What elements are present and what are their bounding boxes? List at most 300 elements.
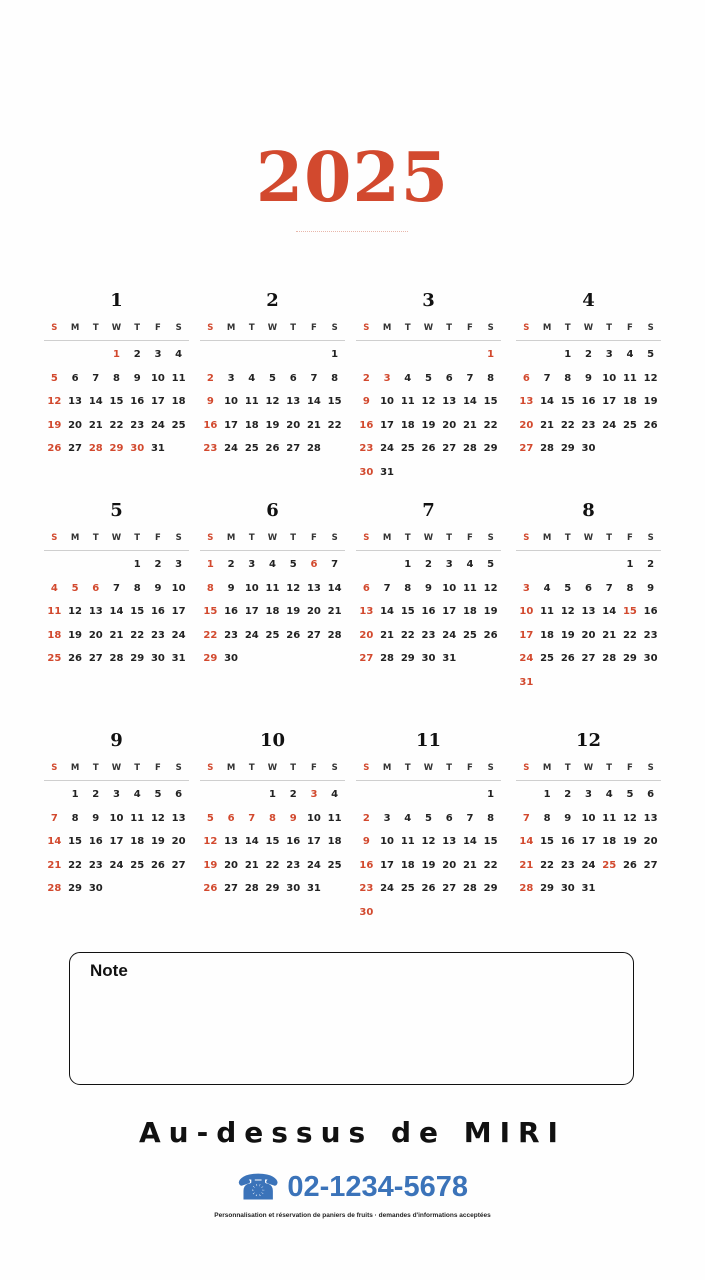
day-cell: 22 bbox=[327, 419, 342, 431]
day-cell: 6 bbox=[289, 372, 297, 384]
week-row bbox=[200, 367, 345, 391]
day-cell: 7 bbox=[113, 582, 120, 594]
day-cell: 2 bbox=[362, 812, 370, 824]
day-cell: 31 bbox=[519, 676, 534, 688]
weekday-label: S bbox=[175, 323, 182, 333]
day-cell: 1 bbox=[487, 789, 495, 800]
day-cell: 26 bbox=[47, 443, 62, 454]
day-cell: 4 bbox=[466, 559, 474, 570]
day-cell: 14 bbox=[602, 606, 617, 617]
empty-cell bbox=[44, 343, 65, 367]
day-cell: 2 bbox=[585, 349, 592, 360]
month-9 bbox=[44, 728, 189, 901]
month-7 bbox=[356, 498, 501, 671]
day-cell: 17 bbox=[442, 606, 457, 617]
day-cell: 15 bbox=[483, 836, 498, 847]
day-cell: 28 bbox=[306, 443, 321, 454]
day-cell: 30 bbox=[581, 443, 596, 454]
day-cell: 17 bbox=[602, 396, 617, 407]
day-cell: 27 bbox=[171, 859, 186, 871]
empty-cell bbox=[516, 553, 537, 577]
day-cell: 25 bbox=[265, 629, 280, 641]
day-cell: 11 bbox=[540, 606, 555, 617]
day-cell: 17 bbox=[581, 836, 596, 847]
empty-cell bbox=[599, 553, 620, 577]
day-cell: 16 bbox=[560, 836, 575, 847]
empty-cell bbox=[460, 783, 481, 807]
weekday-label: S bbox=[331, 533, 338, 543]
week-row bbox=[356, 553, 501, 577]
day-cell: 7 bbox=[50, 812, 58, 824]
day-cell: 22 bbox=[68, 859, 83, 871]
weekday-header bbox=[44, 758, 189, 781]
day-cell: 18 bbox=[400, 419, 415, 431]
weekday-header bbox=[356, 528, 501, 551]
empty-cell bbox=[168, 877, 189, 901]
phone-row bbox=[0, 1168, 705, 1208]
weekday-label: W bbox=[423, 763, 434, 773]
day-cell: 30 bbox=[224, 653, 239, 664]
day-cell: 12 bbox=[203, 836, 218, 847]
weekday-label: S bbox=[207, 323, 214, 333]
week-row bbox=[516, 807, 661, 831]
day-cell: 1 bbox=[71, 789, 79, 800]
day-cell: 27 bbox=[643, 859, 658, 871]
day-cell: 24 bbox=[224, 443, 239, 454]
day-cell: 2 bbox=[92, 789, 100, 800]
empty-cell bbox=[324, 877, 345, 901]
day-cell: 11 bbox=[265, 582, 280, 594]
day-cell: 13 bbox=[359, 606, 374, 617]
week-row bbox=[200, 807, 345, 831]
day-cell: 11 bbox=[400, 396, 415, 407]
day-cell: 2 bbox=[289, 789, 297, 800]
weekday-label: T bbox=[290, 323, 297, 333]
day-cell: 15 bbox=[203, 606, 218, 617]
empty-cell bbox=[304, 647, 325, 671]
day-cell: 4 bbox=[404, 812, 412, 824]
weekday-label: S bbox=[207, 763, 214, 773]
weekday-label: F bbox=[627, 763, 633, 773]
day-cell: 10 bbox=[150, 372, 165, 384]
day-cell: 22 bbox=[622, 629, 637, 641]
weekday-label: W bbox=[267, 533, 278, 543]
week-row bbox=[516, 877, 661, 901]
day-cell: 23 bbox=[130, 419, 145, 431]
day-cell: 19 bbox=[643, 396, 658, 407]
day-cell: 21 bbox=[519, 859, 534, 871]
day-cell: 31 bbox=[581, 883, 596, 894]
day-cell: 18 bbox=[47, 629, 62, 641]
day-cell: 13 bbox=[88, 606, 103, 617]
week-row bbox=[200, 390, 345, 414]
day-cell: 4 bbox=[543, 582, 551, 594]
empty-cell bbox=[106, 553, 127, 577]
weekday-label: F bbox=[155, 323, 161, 333]
weekday-label: S bbox=[647, 763, 654, 773]
day-cell: 9 bbox=[362, 836, 370, 847]
week-row bbox=[200, 854, 345, 878]
day-cell: 12 bbox=[150, 812, 165, 824]
day-cell: 8 bbox=[404, 582, 412, 594]
month-number: 2 bbox=[266, 290, 279, 311]
day-cell: 8 bbox=[269, 812, 276, 824]
day-cell: 14 bbox=[109, 606, 124, 617]
week-row bbox=[44, 414, 189, 438]
weekday-label: S bbox=[51, 323, 58, 333]
weekday-label: W bbox=[583, 763, 594, 773]
day-cell: 31 bbox=[171, 653, 186, 664]
day-cell: 8 bbox=[564, 372, 572, 384]
weekday-label: T bbox=[606, 323, 613, 333]
day-cell: 28 bbox=[602, 653, 617, 664]
day-cell: 26 bbox=[622, 859, 637, 871]
day-cell: 20 bbox=[359, 629, 374, 641]
week-row bbox=[356, 783, 501, 807]
day-cell: 4 bbox=[331, 789, 339, 800]
day-cell: 21 bbox=[47, 859, 62, 871]
day-cell: 17 bbox=[380, 859, 395, 871]
empty-cell bbox=[516, 343, 537, 367]
day-cell: 22 bbox=[265, 859, 280, 871]
day-cell: 22 bbox=[400, 629, 415, 641]
weekday-label: M bbox=[226, 763, 236, 773]
week-row bbox=[356, 577, 501, 601]
day-cell: 25 bbox=[171, 419, 186, 431]
day-cell: 1 bbox=[564, 349, 572, 360]
day-cell: 1 bbox=[113, 349, 120, 360]
weekday-label: F bbox=[467, 323, 473, 333]
weekday-label: T bbox=[290, 763, 297, 773]
day-cell: 6 bbox=[92, 582, 100, 594]
week-row bbox=[356, 390, 501, 414]
day-cell: 27 bbox=[519, 443, 534, 454]
day-cell: 14 bbox=[540, 396, 555, 407]
weekday-label: T bbox=[446, 533, 453, 543]
day-cell: 29 bbox=[109, 443, 124, 454]
day-cell: 16 bbox=[421, 606, 436, 617]
weekday-label: S bbox=[363, 323, 370, 333]
day-cell: 17 bbox=[109, 836, 124, 847]
day-cell: 17 bbox=[171, 606, 186, 617]
day-cell: 16 bbox=[88, 836, 103, 847]
week-row bbox=[516, 367, 661, 391]
day-cell: 13 bbox=[643, 812, 658, 824]
day-cell: 29 bbox=[560, 443, 575, 454]
day-cell: 10 bbox=[602, 372, 617, 384]
weekday-label: S bbox=[647, 533, 654, 543]
empty-cell bbox=[460, 461, 481, 485]
month-12 bbox=[516, 728, 661, 901]
day-cell: 30 bbox=[560, 883, 575, 894]
day-cell: 27 bbox=[68, 443, 83, 454]
day-cell: 1 bbox=[331, 349, 339, 360]
month-5 bbox=[44, 498, 189, 671]
day-cell: 25 bbox=[462, 629, 477, 641]
weekday-label: S bbox=[51, 533, 58, 543]
day-cell: 16 bbox=[224, 606, 239, 617]
empty-cell bbox=[599, 671, 620, 695]
weekday-label: S bbox=[331, 323, 338, 333]
day-cell: 1 bbox=[626, 559, 634, 570]
weekday-label: T bbox=[134, 323, 141, 333]
year-rule bbox=[296, 231, 408, 233]
day-cell: 1 bbox=[543, 789, 551, 800]
weekday-label: T bbox=[92, 533, 99, 543]
empty-cell bbox=[241, 343, 262, 367]
day-cell: 18 bbox=[602, 836, 617, 847]
weekday-label: T bbox=[134, 763, 141, 773]
day-cell: 1 bbox=[269, 789, 276, 800]
weekday-label: W bbox=[267, 763, 278, 773]
weekday-label: S bbox=[523, 763, 530, 773]
day-cell: 24 bbox=[244, 629, 259, 641]
empty-cell bbox=[537, 343, 558, 367]
day-cell: 6 bbox=[227, 812, 235, 824]
weekday-header bbox=[516, 528, 661, 551]
empty-cell bbox=[44, 783, 65, 807]
day-cell: 18 bbox=[265, 606, 280, 617]
day-cell: 14 bbox=[462, 396, 477, 407]
weekday-label: W bbox=[111, 323, 122, 333]
empty-cell bbox=[516, 783, 537, 807]
weekday-label: W bbox=[267, 323, 278, 333]
day-cell: 4 bbox=[269, 559, 276, 570]
day-cell: 16 bbox=[286, 836, 301, 847]
weekday-label: T bbox=[606, 533, 613, 543]
week-row bbox=[356, 830, 501, 854]
day-cell: 10 bbox=[244, 582, 259, 594]
day-cell: 8 bbox=[71, 812, 79, 824]
day-cell: 5 bbox=[71, 582, 79, 594]
day-cell: 1 bbox=[487, 349, 495, 360]
day-cell: 20 bbox=[581, 629, 596, 641]
day-cell: 24 bbox=[602, 419, 617, 431]
day-cell: 30 bbox=[150, 653, 165, 664]
day-cell: 11 bbox=[47, 606, 62, 617]
day-cell: 24 bbox=[581, 859, 596, 871]
day-cell: 23 bbox=[88, 859, 103, 871]
weekday-label: F bbox=[311, 763, 317, 773]
day-cell: 17 bbox=[306, 836, 321, 847]
day-cell: 8 bbox=[133, 582, 141, 594]
day-cell: 18 bbox=[244, 419, 259, 431]
day-cell: 30 bbox=[130, 443, 145, 454]
day-cell: 25 bbox=[130, 859, 145, 871]
day-cell: 14 bbox=[88, 396, 103, 407]
day-cell: 11 bbox=[622, 372, 637, 384]
day-cell: 26 bbox=[421, 883, 436, 894]
weekday-label: T bbox=[248, 763, 255, 773]
day-cell: 12 bbox=[483, 582, 498, 594]
day-cell: 25 bbox=[400, 883, 415, 894]
day-cell: 18 bbox=[130, 836, 145, 847]
day-cell: 25 bbox=[602, 859, 617, 871]
day-cell: 11 bbox=[327, 812, 342, 824]
day-cell: 29 bbox=[203, 653, 218, 664]
day-cell: 13 bbox=[442, 836, 457, 847]
weekday-label: S bbox=[647, 323, 654, 333]
weekday-label: M bbox=[70, 763, 80, 773]
day-cell: 11 bbox=[171, 372, 186, 384]
day-cell: 4 bbox=[605, 789, 613, 800]
weekday-label: T bbox=[92, 763, 99, 773]
day-cell: 15 bbox=[130, 606, 145, 617]
day-cell: 31 bbox=[306, 883, 321, 894]
empty-cell bbox=[283, 343, 304, 367]
note-label: Note bbox=[90, 961, 128, 980]
empty-cell bbox=[439, 783, 460, 807]
empty-cell bbox=[480, 901, 501, 925]
month-8 bbox=[516, 498, 661, 694]
day-cell: 16 bbox=[359, 419, 374, 431]
week-row bbox=[356, 854, 501, 878]
day-cell: 26 bbox=[483, 629, 498, 641]
day-cell: 4 bbox=[626, 349, 634, 360]
weekday-header bbox=[356, 318, 501, 341]
weekday-label: T bbox=[606, 763, 613, 773]
day-cell: 5 bbox=[206, 812, 214, 824]
day-cell: 9 bbox=[289, 812, 297, 824]
day-cell: 30 bbox=[421, 653, 436, 664]
day-cell: 5 bbox=[564, 582, 572, 594]
day-cell: 27 bbox=[581, 653, 596, 664]
day-cell: 14 bbox=[462, 836, 477, 847]
week-row bbox=[516, 414, 661, 438]
day-cell: 29 bbox=[130, 653, 145, 664]
weekday-label: M bbox=[226, 533, 236, 543]
month-6 bbox=[200, 498, 345, 671]
day-cell: 18 bbox=[327, 836, 342, 847]
day-cell: 23 bbox=[421, 629, 436, 641]
week-row bbox=[356, 461, 501, 485]
day-cell: 4 bbox=[175, 349, 183, 360]
empty-cell bbox=[65, 343, 86, 367]
day-cell: 22 bbox=[483, 419, 498, 431]
day-cell: 26 bbox=[421, 443, 436, 454]
day-cell: 18 bbox=[400, 859, 415, 871]
day-cell: 6 bbox=[71, 372, 79, 384]
week-row bbox=[44, 783, 189, 807]
weekday-label: F bbox=[155, 763, 161, 773]
day-cell: 10 bbox=[109, 812, 124, 824]
empty-cell bbox=[620, 877, 641, 901]
weekday-label: M bbox=[70, 533, 80, 543]
week-row bbox=[516, 343, 661, 367]
day-cell: 31 bbox=[380, 466, 395, 478]
day-cell: 2 bbox=[227, 559, 235, 570]
day-cell: 11 bbox=[602, 812, 617, 824]
month-number: 1 bbox=[110, 290, 123, 311]
day-cell: 3 bbox=[445, 559, 453, 570]
empty-cell bbox=[324, 437, 345, 461]
day-cell: 19 bbox=[47, 419, 62, 431]
shop-name: Au-dessus de MIRI bbox=[139, 1116, 566, 1149]
day-cell: 3 bbox=[310, 789, 318, 800]
day-cell: 15 bbox=[400, 606, 415, 617]
day-cell: 20 bbox=[286, 419, 301, 431]
day-cell: 13 bbox=[306, 582, 321, 594]
week-row bbox=[356, 647, 501, 671]
empty-cell bbox=[640, 877, 661, 901]
empty-cell bbox=[557, 553, 578, 577]
day-cell: 3 bbox=[605, 349, 613, 360]
empty-cell bbox=[418, 343, 439, 367]
weekday-label: T bbox=[446, 323, 453, 333]
day-cell: 27 bbox=[286, 443, 301, 454]
day-cell: 5 bbox=[425, 372, 432, 384]
day-cell: 23 bbox=[203, 443, 218, 454]
month-number: 5 bbox=[110, 500, 123, 521]
day-cell: 2 bbox=[206, 372, 214, 384]
weekday-header bbox=[200, 318, 345, 341]
week-row bbox=[356, 877, 501, 901]
day-cell: 26 bbox=[68, 653, 83, 664]
weekday-label: F bbox=[311, 323, 317, 333]
day-cell: 14 bbox=[47, 836, 62, 847]
week-row bbox=[356, 624, 501, 648]
day-cell: 12 bbox=[68, 606, 83, 617]
day-cell: 22 bbox=[560, 419, 575, 431]
day-cell: 28 bbox=[47, 883, 62, 894]
weekday-header bbox=[200, 528, 345, 551]
day-cell: 2 bbox=[425, 559, 432, 570]
empty-cell bbox=[397, 783, 418, 807]
week-row bbox=[356, 437, 501, 461]
day-cell: 6 bbox=[647, 789, 655, 800]
day-cell: 4 bbox=[404, 372, 412, 384]
empty-cell bbox=[620, 437, 641, 461]
day-cell: 26 bbox=[150, 859, 165, 871]
week-row bbox=[44, 600, 189, 624]
day-cell: 24 bbox=[171, 629, 186, 641]
day-cell: 27 bbox=[88, 653, 103, 664]
day-cell: 29 bbox=[483, 443, 498, 454]
day-cell: 6 bbox=[175, 789, 183, 800]
day-cell: 27 bbox=[359, 653, 374, 664]
day-cell: 25 bbox=[244, 443, 259, 454]
week-row bbox=[516, 600, 661, 624]
day-cell: 21 bbox=[380, 629, 395, 641]
month-number: 9 bbox=[110, 730, 123, 751]
day-cell: 19 bbox=[483, 606, 498, 617]
empty-cell bbox=[439, 343, 460, 367]
empty-cell bbox=[537, 553, 558, 577]
day-cell: 23 bbox=[224, 629, 239, 641]
day-cell: 9 bbox=[564, 812, 572, 824]
empty-cell bbox=[148, 877, 169, 901]
day-cell: 12 bbox=[421, 396, 436, 407]
day-cell: 21 bbox=[244, 859, 259, 871]
note-box[interactable] bbox=[69, 952, 634, 1085]
weekday-label: S bbox=[487, 533, 494, 543]
day-cell: 16 bbox=[581, 396, 596, 407]
weekday-label: S bbox=[207, 533, 214, 543]
weekday-label: M bbox=[542, 323, 552, 333]
weekday-label: S bbox=[363, 533, 370, 543]
day-cell: 15 bbox=[327, 396, 342, 407]
month-2 bbox=[200, 288, 345, 461]
day-cell: 20 bbox=[643, 836, 658, 847]
day-cell: 30 bbox=[286, 883, 301, 894]
day-cell: 17 bbox=[244, 606, 259, 617]
day-cell: 8 bbox=[206, 582, 214, 594]
empty-cell bbox=[418, 901, 439, 925]
weekday-label: M bbox=[382, 763, 392, 773]
day-cell: 11 bbox=[244, 396, 259, 407]
month-number: 11 bbox=[415, 730, 442, 751]
weekday-label: M bbox=[542, 533, 552, 543]
